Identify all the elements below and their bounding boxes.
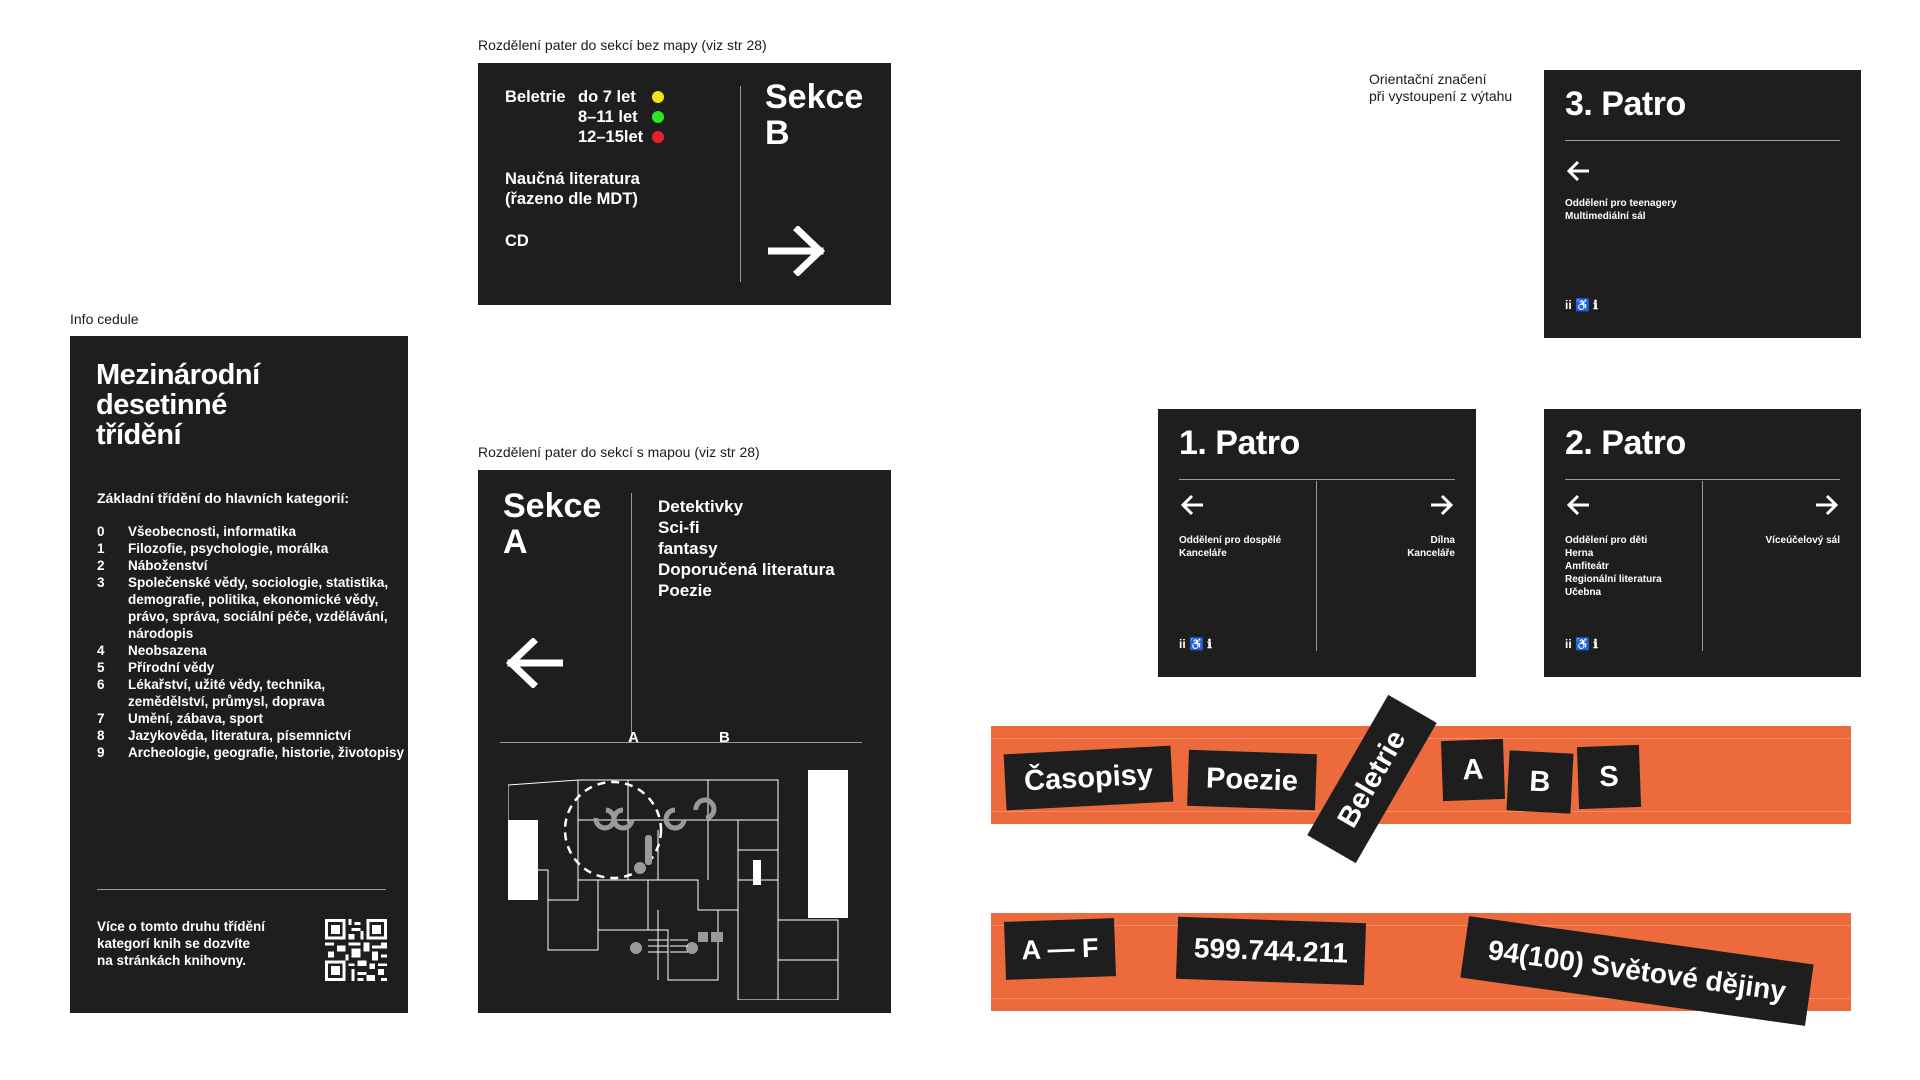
- age-label: do 7 let: [578, 88, 636, 106]
- section-a-list: [658, 496, 835, 601]
- category-number: 4: [97, 643, 105, 658]
- red-dot: [652, 131, 664, 143]
- category-number: 8: [97, 728, 105, 743]
- category-text: Filozofie, psychologie, morálka: [128, 541, 329, 556]
- info-divider: [97, 889, 386, 890]
- arrow-right-icon: [1429, 494, 1455, 516]
- floor3-panel: [1544, 70, 1861, 338]
- section-b-title: Sekce B: [765, 78, 864, 152]
- yellow-dot: [652, 91, 664, 103]
- category-item: [97, 523, 407, 540]
- divider-line: [1179, 479, 1455, 480]
- floor2-panel: [1544, 409, 1861, 677]
- floor2-right-text: Víceúčelový sál: [1765, 535, 1840, 546]
- arrow-left-icon: [1565, 160, 1591, 182]
- category-text: Všeobecnosti, informatika: [128, 524, 297, 539]
- arrow-left-icon: [1179, 494, 1205, 516]
- divider-line: [1565, 479, 1840, 480]
- caption-info: Info cedule: [70, 311, 139, 327]
- divider-line: [631, 493, 632, 742]
- tag-beletrie: Beletrie: [1307, 695, 1436, 863]
- category-number: 0: [97, 524, 105, 539]
- tag-poezie: Poezie: [1187, 750, 1317, 810]
- category-item: [97, 676, 407, 710]
- category-item: [97, 710, 407, 727]
- category-item: [97, 744, 407, 761]
- category-number: 7: [97, 711, 105, 726]
- divider-line: [1565, 140, 1840, 141]
- cd-label: CD: [505, 232, 529, 250]
- section-a-title: Sekce A: [503, 487, 602, 561]
- info-title: Mezinárodní desetinné třídění: [96, 359, 260, 451]
- tag-b: B: [1506, 750, 1573, 813]
- category-text: Náboženství: [128, 558, 208, 573]
- tag-a-f: A — F: [1004, 918, 1116, 980]
- beletrie-label: Beletrie: [505, 88, 566, 106]
- category-number: 1: [97, 541, 105, 556]
- category-list: [97, 523, 407, 761]
- floor2-left-text: Oddělení pro děti Herna Amfiteátr Regionální literatura Učebna: [1565, 535, 1662, 598]
- divider-line: [740, 86, 741, 282]
- amenity-icons: ii ♿ ℹ: [1179, 637, 1212, 651]
- section-a-panel: [478, 470, 891, 1013]
- category-item: [97, 727, 407, 744]
- arrow-left-icon: [503, 638, 563, 688]
- naucna-label: Naučná literatura (řazeno dle MDT): [505, 170, 640, 208]
- amenity-icons: ii ♿ ℹ: [1565, 637, 1598, 651]
- floor1-panel: [1158, 409, 1476, 677]
- info-intro: Základní třídění do hlavních kategorií:: [97, 490, 350, 506]
- green-dot: [652, 111, 664, 123]
- category-item: [97, 557, 407, 574]
- list-item: fantasy: [658, 539, 718, 558]
- category-text: Jazykověda, literatura, písemnictví: [128, 728, 351, 743]
- category-number: 9: [97, 745, 105, 760]
- tag-a: A: [1441, 739, 1505, 801]
- list-item: Poezie: [658, 581, 712, 600]
- info-more-text: Více o tomto druhu třídění kategorí knih se dozvíte na stránkách knihovny.: [97, 919, 265, 968]
- category-item: [97, 540, 407, 557]
- floor1-right-text: Dílna Kanceláře: [1407, 535, 1455, 559]
- category-text: Společenské vědy, sociologie, statistika, demografie, politika, ekonomické vědy, právo, správa, sociální péče, vzdělávání, národopis: [128, 575, 389, 641]
- map-label-b: B: [719, 729, 730, 746]
- tag-svetove-dejiny: 94(100) Světové dějiny: [1460, 916, 1813, 1026]
- divider-line: [1702, 481, 1703, 651]
- qr-code[interactable]: [325, 919, 387, 981]
- floor2-title: 2. Patro: [1565, 424, 1686, 462]
- category-text: Lékařství, užité vědy, technika, zemědělství, průmysl, doprava: [128, 677, 326, 709]
- divider-line: [1316, 481, 1317, 651]
- caption-section-a: Rozdělení pater do sekcí s mapou (viz str 28): [478, 444, 760, 460]
- map-label-a: A: [628, 729, 639, 746]
- floor-map: [508, 750, 868, 1000]
- category-number: 6: [97, 677, 105, 692]
- category-number: 2: [97, 558, 105, 573]
- category-text: Neobsazena: [128, 643, 207, 658]
- tag-s: S: [1577, 745, 1641, 809]
- divider-line: [500, 742, 862, 743]
- list-item: Sci-fi: [658, 518, 700, 537]
- age-label: 8–11 let: [578, 108, 638, 126]
- category-item: [97, 642, 407, 659]
- tag-number: 599.744.211: [1176, 917, 1366, 986]
- amenity-icons: ii ♿ ℹ: [1565, 298, 1598, 312]
- info-panel: [70, 336, 408, 1013]
- list-item: Detektivky: [658, 497, 744, 516]
- tag-casopisy: Časopisy: [1004, 746, 1174, 811]
- category-number: 3: [97, 575, 105, 590]
- category-number: 5: [97, 660, 105, 675]
- floor1-left-text: Oddělení pro dospělé Kanceláře: [1179, 535, 1282, 559]
- floor3-title: 3. Patro: [1565, 85, 1686, 123]
- floor1-title: 1. Patro: [1179, 424, 1300, 462]
- category-item: [97, 659, 407, 676]
- age-label: 12–15let: [578, 128, 644, 146]
- section-b-panel: [478, 63, 891, 305]
- arrow-right-icon: [768, 226, 826, 276]
- arrow-right-icon: [1814, 494, 1840, 516]
- category-text: Archeologie, geografie, historie, životopisy: [128, 745, 405, 760]
- category-text: Umění, zábava, sport: [128, 711, 264, 726]
- list-item: Doporučená literatura: [658, 560, 835, 579]
- category-item: [97, 574, 407, 642]
- arrow-left-icon: [1565, 494, 1591, 516]
- floor3-left-text: Oddělení pro teenagery Multimediální sál: [1565, 198, 1677, 222]
- caption-section-b: Rozdělení pater do sekcí bez mapy (viz str 28): [478, 37, 767, 53]
- caption-orientation: Orientační značení při vystoupení z výtahu: [1369, 71, 1513, 104]
- category-text: Přírodní vědy: [128, 660, 215, 675]
